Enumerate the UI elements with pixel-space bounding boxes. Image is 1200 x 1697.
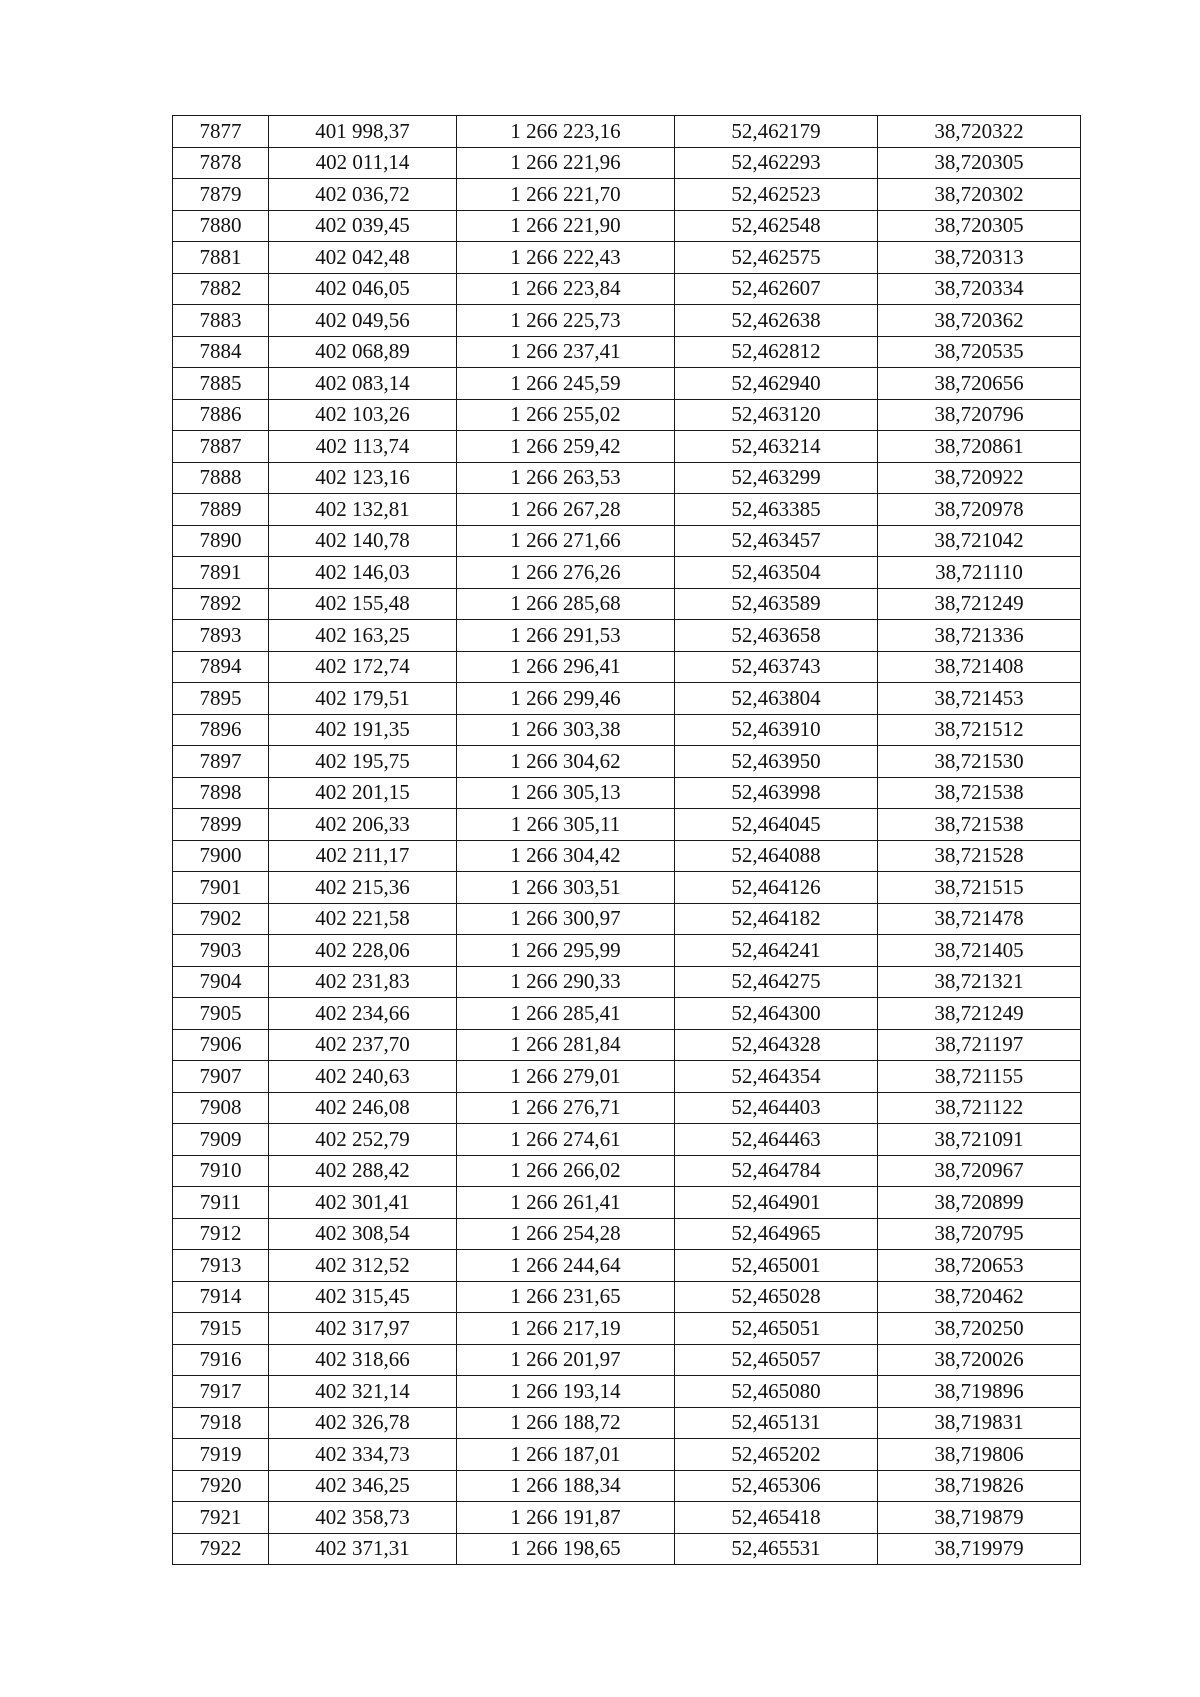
point-number-cell: 7901: [173, 872, 269, 904]
x-coordinate-cell: 402 049,56: [269, 305, 457, 337]
point-number-cell: 7880: [173, 210, 269, 242]
table-row: [173, 273, 1081, 305]
latitude-cell: 52,463504: [675, 557, 878, 589]
longitude-cell: 38,720305: [878, 210, 1081, 242]
table-row: [173, 431, 1081, 463]
longitude-cell: 38,721478: [878, 903, 1081, 935]
y-coordinate-cell: 1 266 281,84: [457, 1029, 675, 1061]
longitude-cell: 38,721042: [878, 525, 1081, 557]
point-number-cell: 7895: [173, 683, 269, 715]
latitude-cell: 52,463998: [675, 777, 878, 809]
x-coordinate-cell: 402 179,51: [269, 683, 457, 715]
y-coordinate-cell: 1 266 274,61: [457, 1124, 675, 1156]
point-number-cell: 7916: [173, 1344, 269, 1376]
table-row: [173, 1218, 1081, 1250]
latitude-cell: 52,462179: [675, 116, 878, 148]
x-coordinate-cell: 402 371,31: [269, 1533, 457, 1565]
table-row: [173, 1376, 1081, 1408]
point-number-cell: 7887: [173, 431, 269, 463]
longitude-cell: 38,720462: [878, 1281, 1081, 1313]
latitude-cell: 52,464965: [675, 1218, 878, 1250]
longitude-cell: 38,720795: [878, 1218, 1081, 1250]
y-coordinate-cell: 1 266 296,41: [457, 651, 675, 683]
longitude-cell: 38,721408: [878, 651, 1081, 683]
point-number-cell: 7894: [173, 651, 269, 683]
longitude-cell: 38,720362: [878, 305, 1081, 337]
latitude-cell: 52,464241: [675, 935, 878, 967]
latitude-cell: 52,464275: [675, 966, 878, 998]
latitude-cell: 52,464784: [675, 1155, 878, 1187]
point-number-cell: 7892: [173, 588, 269, 620]
table-row: [173, 1407, 1081, 1439]
latitude-cell: 52,463910: [675, 714, 878, 746]
x-coordinate-cell: 402 358,73: [269, 1502, 457, 1534]
x-coordinate-cell: 402 039,45: [269, 210, 457, 242]
longitude-cell: 38,720653: [878, 1250, 1081, 1282]
longitude-cell: 38,721530: [878, 746, 1081, 778]
x-coordinate-cell: 402 201,15: [269, 777, 457, 809]
point-number-cell: 7891: [173, 557, 269, 589]
y-coordinate-cell: 1 266 198,65: [457, 1533, 675, 1565]
point-number-cell: 7921: [173, 1502, 269, 1534]
x-coordinate-cell: 402 321,14: [269, 1376, 457, 1408]
table-row: [173, 746, 1081, 778]
point-number-cell: 7909: [173, 1124, 269, 1156]
longitude-cell: 38,720313: [878, 242, 1081, 274]
table-row: [173, 777, 1081, 809]
table-row: [173, 1281, 1081, 1313]
table-row: [173, 1533, 1081, 1565]
latitude-cell: 52,465418: [675, 1502, 878, 1534]
x-coordinate-cell: 402 312,52: [269, 1250, 457, 1282]
y-coordinate-cell: 1 266 304,42: [457, 840, 675, 872]
x-coordinate-cell: 402 113,74: [269, 431, 457, 463]
x-coordinate-cell: 401 998,37: [269, 116, 457, 148]
table-row: [173, 1313, 1081, 1345]
table-row: [173, 651, 1081, 683]
point-number-cell: 7888: [173, 462, 269, 494]
y-coordinate-cell: 1 266 191,87: [457, 1502, 675, 1534]
y-coordinate-cell: 1 266 285,68: [457, 588, 675, 620]
longitude-cell: 38,720656: [878, 368, 1081, 400]
x-coordinate-cell: 402 172,74: [269, 651, 457, 683]
x-coordinate-cell: 402 046,05: [269, 273, 457, 305]
table-row: [173, 872, 1081, 904]
longitude-cell: 38,720305: [878, 147, 1081, 179]
longitude-cell: 38,719826: [878, 1470, 1081, 1502]
latitude-cell: 52,465080: [675, 1376, 878, 1408]
y-coordinate-cell: 1 266 300,97: [457, 903, 675, 935]
x-coordinate-cell: 402 308,54: [269, 1218, 457, 1250]
longitude-cell: 38,720922: [878, 462, 1081, 494]
latitude-cell: 52,465028: [675, 1281, 878, 1313]
y-coordinate-cell: 1 266 305,11: [457, 809, 675, 841]
y-coordinate-cell: 1 266 290,33: [457, 966, 675, 998]
x-coordinate-cell: 402 163,25: [269, 620, 457, 652]
x-coordinate-cell: 402 221,58: [269, 903, 457, 935]
point-number-cell: 7911: [173, 1187, 269, 1219]
y-coordinate-cell: 1 266 279,01: [457, 1061, 675, 1093]
x-coordinate-cell: 402 132,81: [269, 494, 457, 526]
table-row: [173, 1155, 1081, 1187]
point-number-cell: 7883: [173, 305, 269, 337]
point-number-cell: 7905: [173, 998, 269, 1030]
latitude-cell: 52,464463: [675, 1124, 878, 1156]
table-row: [173, 557, 1081, 589]
latitude-cell: 52,462607: [675, 273, 878, 305]
y-coordinate-cell: 1 266 285,41: [457, 998, 675, 1030]
table-row: [173, 179, 1081, 211]
y-coordinate-cell: 1 266 261,41: [457, 1187, 675, 1219]
x-coordinate-cell: 402 301,41: [269, 1187, 457, 1219]
y-coordinate-cell: 1 266 217,19: [457, 1313, 675, 1345]
point-number-cell: 7906: [173, 1029, 269, 1061]
latitude-cell: 52,463457: [675, 525, 878, 557]
latitude-cell: 52,465057: [675, 1344, 878, 1376]
x-coordinate-cell: 402 228,06: [269, 935, 457, 967]
y-coordinate-cell: 1 266 303,51: [457, 872, 675, 904]
longitude-cell: 38,721110: [878, 557, 1081, 589]
table-row: [173, 1187, 1081, 1219]
x-coordinate-cell: 402 318,66: [269, 1344, 457, 1376]
latitude-cell: 52,465202: [675, 1439, 878, 1471]
y-coordinate-cell: 1 266 245,59: [457, 368, 675, 400]
point-number-cell: 7882: [173, 273, 269, 305]
longitude-cell: 38,720978: [878, 494, 1081, 526]
y-coordinate-cell: 1 266 188,34: [457, 1470, 675, 1502]
x-coordinate-cell: 402 191,35: [269, 714, 457, 746]
longitude-cell: 38,721538: [878, 809, 1081, 841]
table-row: [173, 809, 1081, 841]
y-coordinate-cell: 1 266 223,84: [457, 273, 675, 305]
longitude-cell: 38,721249: [878, 588, 1081, 620]
longitude-cell: 38,720535: [878, 336, 1081, 368]
point-number-cell: 7912: [173, 1218, 269, 1250]
latitude-cell: 52,463589: [675, 588, 878, 620]
point-number-cell: 7881: [173, 242, 269, 274]
table-row: [173, 935, 1081, 967]
point-number-cell: 7915: [173, 1313, 269, 1345]
y-coordinate-cell: 1 266 254,28: [457, 1218, 675, 1250]
point-number-cell: 7877: [173, 116, 269, 148]
table-row: [173, 683, 1081, 715]
table-row: [173, 462, 1081, 494]
y-coordinate-cell: 1 266 225,73: [457, 305, 675, 337]
table-row: [173, 368, 1081, 400]
x-coordinate-cell: 402 246,08: [269, 1092, 457, 1124]
latitude-cell: 52,464300: [675, 998, 878, 1030]
longitude-cell: 38,721321: [878, 966, 1081, 998]
longitude-cell: 38,721091: [878, 1124, 1081, 1156]
latitude-cell: 52,463214: [675, 431, 878, 463]
x-coordinate-cell: 402 346,25: [269, 1470, 457, 1502]
longitude-cell: 38,719831: [878, 1407, 1081, 1439]
latitude-cell: 52,464901: [675, 1187, 878, 1219]
point-number-cell: 7902: [173, 903, 269, 935]
y-coordinate-cell: 1 266 276,71: [457, 1092, 675, 1124]
longitude-cell: 38,721155: [878, 1061, 1081, 1093]
latitude-cell: 52,463299: [675, 462, 878, 494]
point-number-cell: 7896: [173, 714, 269, 746]
latitude-cell: 52,462293: [675, 147, 878, 179]
longitude-cell: 38,721453: [878, 683, 1081, 715]
table-row: [173, 714, 1081, 746]
y-coordinate-cell: 1 266 267,28: [457, 494, 675, 526]
longitude-cell: 38,720302: [878, 179, 1081, 211]
latitude-cell: 52,463658: [675, 620, 878, 652]
table-row: [173, 1344, 1081, 1376]
y-coordinate-cell: 1 266 271,66: [457, 525, 675, 557]
y-coordinate-cell: 1 266 221,90: [457, 210, 675, 242]
point-number-cell: 7899: [173, 809, 269, 841]
x-coordinate-cell: 402 231,83: [269, 966, 457, 998]
x-coordinate-cell: 402 326,78: [269, 1407, 457, 1439]
latitude-cell: 52,462940: [675, 368, 878, 400]
longitude-cell: 38,720322: [878, 116, 1081, 148]
point-number-cell: 7885: [173, 368, 269, 400]
x-coordinate-cell: 402 240,63: [269, 1061, 457, 1093]
table-row: [173, 1470, 1081, 1502]
point-number-cell: 7886: [173, 399, 269, 431]
table-row: [173, 525, 1081, 557]
point-number-cell: 7904: [173, 966, 269, 998]
latitude-cell: 52,464354: [675, 1061, 878, 1093]
y-coordinate-cell: 1 266 276,26: [457, 557, 675, 589]
x-coordinate-cell: 402 315,45: [269, 1281, 457, 1313]
longitude-cell: 38,720250: [878, 1313, 1081, 1345]
x-coordinate-cell: 402 083,14: [269, 368, 457, 400]
latitude-cell: 52,462575: [675, 242, 878, 274]
longitude-cell: 38,721249: [878, 998, 1081, 1030]
latitude-cell: 52,462548: [675, 210, 878, 242]
latitude-cell: 52,464088: [675, 840, 878, 872]
latitude-cell: 52,462812: [675, 336, 878, 368]
y-coordinate-cell: 1 266 244,64: [457, 1250, 675, 1282]
y-coordinate-cell: 1 266 201,97: [457, 1344, 675, 1376]
longitude-cell: 38,721528: [878, 840, 1081, 872]
y-coordinate-cell: 1 266 255,02: [457, 399, 675, 431]
x-coordinate-cell: 402 068,89: [269, 336, 457, 368]
longitude-cell: 38,719879: [878, 1502, 1081, 1534]
x-coordinate-cell: 402 036,72: [269, 179, 457, 211]
table-row: [173, 998, 1081, 1030]
x-coordinate-cell: 402 042,48: [269, 242, 457, 274]
table-row: [173, 966, 1081, 998]
point-number-cell: 7910: [173, 1155, 269, 1187]
y-coordinate-cell: 1 266 193,14: [457, 1376, 675, 1408]
longitude-cell: 38,721515: [878, 872, 1081, 904]
latitude-cell: 52,463804: [675, 683, 878, 715]
y-coordinate-cell: 1 266 266,02: [457, 1155, 675, 1187]
x-coordinate-cell: 402 211,17: [269, 840, 457, 872]
y-coordinate-cell: 1 266 222,43: [457, 242, 675, 274]
latitude-cell: 52,464126: [675, 872, 878, 904]
x-coordinate-cell: 402 215,36: [269, 872, 457, 904]
table-row: [173, 494, 1081, 526]
table-row: [173, 399, 1081, 431]
table-row: [173, 1061, 1081, 1093]
x-coordinate-cell: 402 334,73: [269, 1439, 457, 1471]
table-row: [173, 1439, 1081, 1471]
x-coordinate-cell: 402 252,79: [269, 1124, 457, 1156]
table-row: [173, 588, 1081, 620]
latitude-cell: 52,464182: [675, 903, 878, 935]
point-number-cell: 7897: [173, 746, 269, 778]
latitude-cell: 52,465131: [675, 1407, 878, 1439]
coordinates-table-body: [173, 116, 1081, 1565]
table-row: [173, 1124, 1081, 1156]
y-coordinate-cell: 1 266 221,96: [457, 147, 675, 179]
point-number-cell: 7884: [173, 336, 269, 368]
point-number-cell: 7908: [173, 1092, 269, 1124]
table-row: [173, 620, 1081, 652]
point-number-cell: 7889: [173, 494, 269, 526]
x-coordinate-cell: 402 123,16: [269, 462, 457, 494]
y-coordinate-cell: 1 266 304,62: [457, 746, 675, 778]
latitude-cell: 52,464328: [675, 1029, 878, 1061]
table-row: [173, 1029, 1081, 1061]
point-number-cell: 7900: [173, 840, 269, 872]
latitude-cell: 52,463743: [675, 651, 878, 683]
x-coordinate-cell: 402 103,26: [269, 399, 457, 431]
point-number-cell: 7890: [173, 525, 269, 557]
point-number-cell: 7922: [173, 1533, 269, 1565]
longitude-cell: 38,721336: [878, 620, 1081, 652]
x-coordinate-cell: 402 140,78: [269, 525, 457, 557]
x-coordinate-cell: 402 206,33: [269, 809, 457, 841]
point-number-cell: 7914: [173, 1281, 269, 1313]
latitude-cell: 52,463120: [675, 399, 878, 431]
point-number-cell: 7913: [173, 1250, 269, 1282]
longitude-cell: 38,720796: [878, 399, 1081, 431]
x-coordinate-cell: 402 237,70: [269, 1029, 457, 1061]
point-number-cell: 7918: [173, 1407, 269, 1439]
point-number-cell: 7920: [173, 1470, 269, 1502]
y-coordinate-cell: 1 266 305,13: [457, 777, 675, 809]
y-coordinate-cell: 1 266 299,46: [457, 683, 675, 715]
table-row: [173, 903, 1081, 935]
longitude-cell: 38,720861: [878, 431, 1081, 463]
latitude-cell: 52,465001: [675, 1250, 878, 1282]
table-row: [173, 1502, 1081, 1534]
table-row: [173, 336, 1081, 368]
table-row: [173, 840, 1081, 872]
longitude-cell: 38,719806: [878, 1439, 1081, 1471]
y-coordinate-cell: 1 266 259,42: [457, 431, 675, 463]
longitude-cell: 38,719896: [878, 1376, 1081, 1408]
point-number-cell: 7917: [173, 1376, 269, 1408]
point-number-cell: 7878: [173, 147, 269, 179]
y-coordinate-cell: 1 266 291,53: [457, 620, 675, 652]
point-number-cell: 7879: [173, 179, 269, 211]
point-number-cell: 7919: [173, 1439, 269, 1471]
y-coordinate-cell: 1 266 231,65: [457, 1281, 675, 1313]
table-row: [173, 147, 1081, 179]
y-coordinate-cell: 1 266 223,16: [457, 116, 675, 148]
table-row: [173, 305, 1081, 337]
latitude-cell: 52,462523: [675, 179, 878, 211]
x-coordinate-cell: 402 155,48: [269, 588, 457, 620]
x-coordinate-cell: 402 317,97: [269, 1313, 457, 1345]
table-row: [173, 1250, 1081, 1282]
y-coordinate-cell: 1 266 187,01: [457, 1439, 675, 1471]
longitude-cell: 38,721122: [878, 1092, 1081, 1124]
point-number-cell: 7898: [173, 777, 269, 809]
longitude-cell: 38,721512: [878, 714, 1081, 746]
latitude-cell: 52,463385: [675, 494, 878, 526]
longitude-cell: 38,721405: [878, 935, 1081, 967]
latitude-cell: 52,464045: [675, 809, 878, 841]
x-coordinate-cell: 402 288,42: [269, 1155, 457, 1187]
latitude-cell: 52,465051: [675, 1313, 878, 1345]
table-row: [173, 242, 1081, 274]
point-number-cell: 7903: [173, 935, 269, 967]
table-row: [173, 116, 1081, 148]
latitude-cell: 52,465306: [675, 1470, 878, 1502]
coordinates-table: [172, 115, 1081, 1565]
longitude-cell: 38,720899: [878, 1187, 1081, 1219]
y-coordinate-cell: 1 266 188,72: [457, 1407, 675, 1439]
y-coordinate-cell: 1 266 295,99: [457, 935, 675, 967]
latitude-cell: 52,462638: [675, 305, 878, 337]
longitude-cell: 38,719979: [878, 1533, 1081, 1565]
y-coordinate-cell: 1 266 237,41: [457, 336, 675, 368]
x-coordinate-cell: 402 234,66: [269, 998, 457, 1030]
longitude-cell: 38,721197: [878, 1029, 1081, 1061]
latitude-cell: 52,465531: [675, 1533, 878, 1565]
latitude-cell: 52,463950: [675, 746, 878, 778]
longitude-cell: 38,720967: [878, 1155, 1081, 1187]
point-number-cell: 7893: [173, 620, 269, 652]
y-coordinate-cell: 1 266 221,70: [457, 179, 675, 211]
table-row: [173, 210, 1081, 242]
point-number-cell: 7907: [173, 1061, 269, 1093]
x-coordinate-cell: 402 011,14: [269, 147, 457, 179]
y-coordinate-cell: 1 266 263,53: [457, 462, 675, 494]
x-coordinate-cell: 402 146,03: [269, 557, 457, 589]
latitude-cell: 52,464403: [675, 1092, 878, 1124]
longitude-cell: 38,720026: [878, 1344, 1081, 1376]
table-row: [173, 1092, 1081, 1124]
longitude-cell: 38,720334: [878, 273, 1081, 305]
x-coordinate-cell: 402 195,75: [269, 746, 457, 778]
y-coordinate-cell: 1 266 303,38: [457, 714, 675, 746]
longitude-cell: 38,721538: [878, 777, 1081, 809]
